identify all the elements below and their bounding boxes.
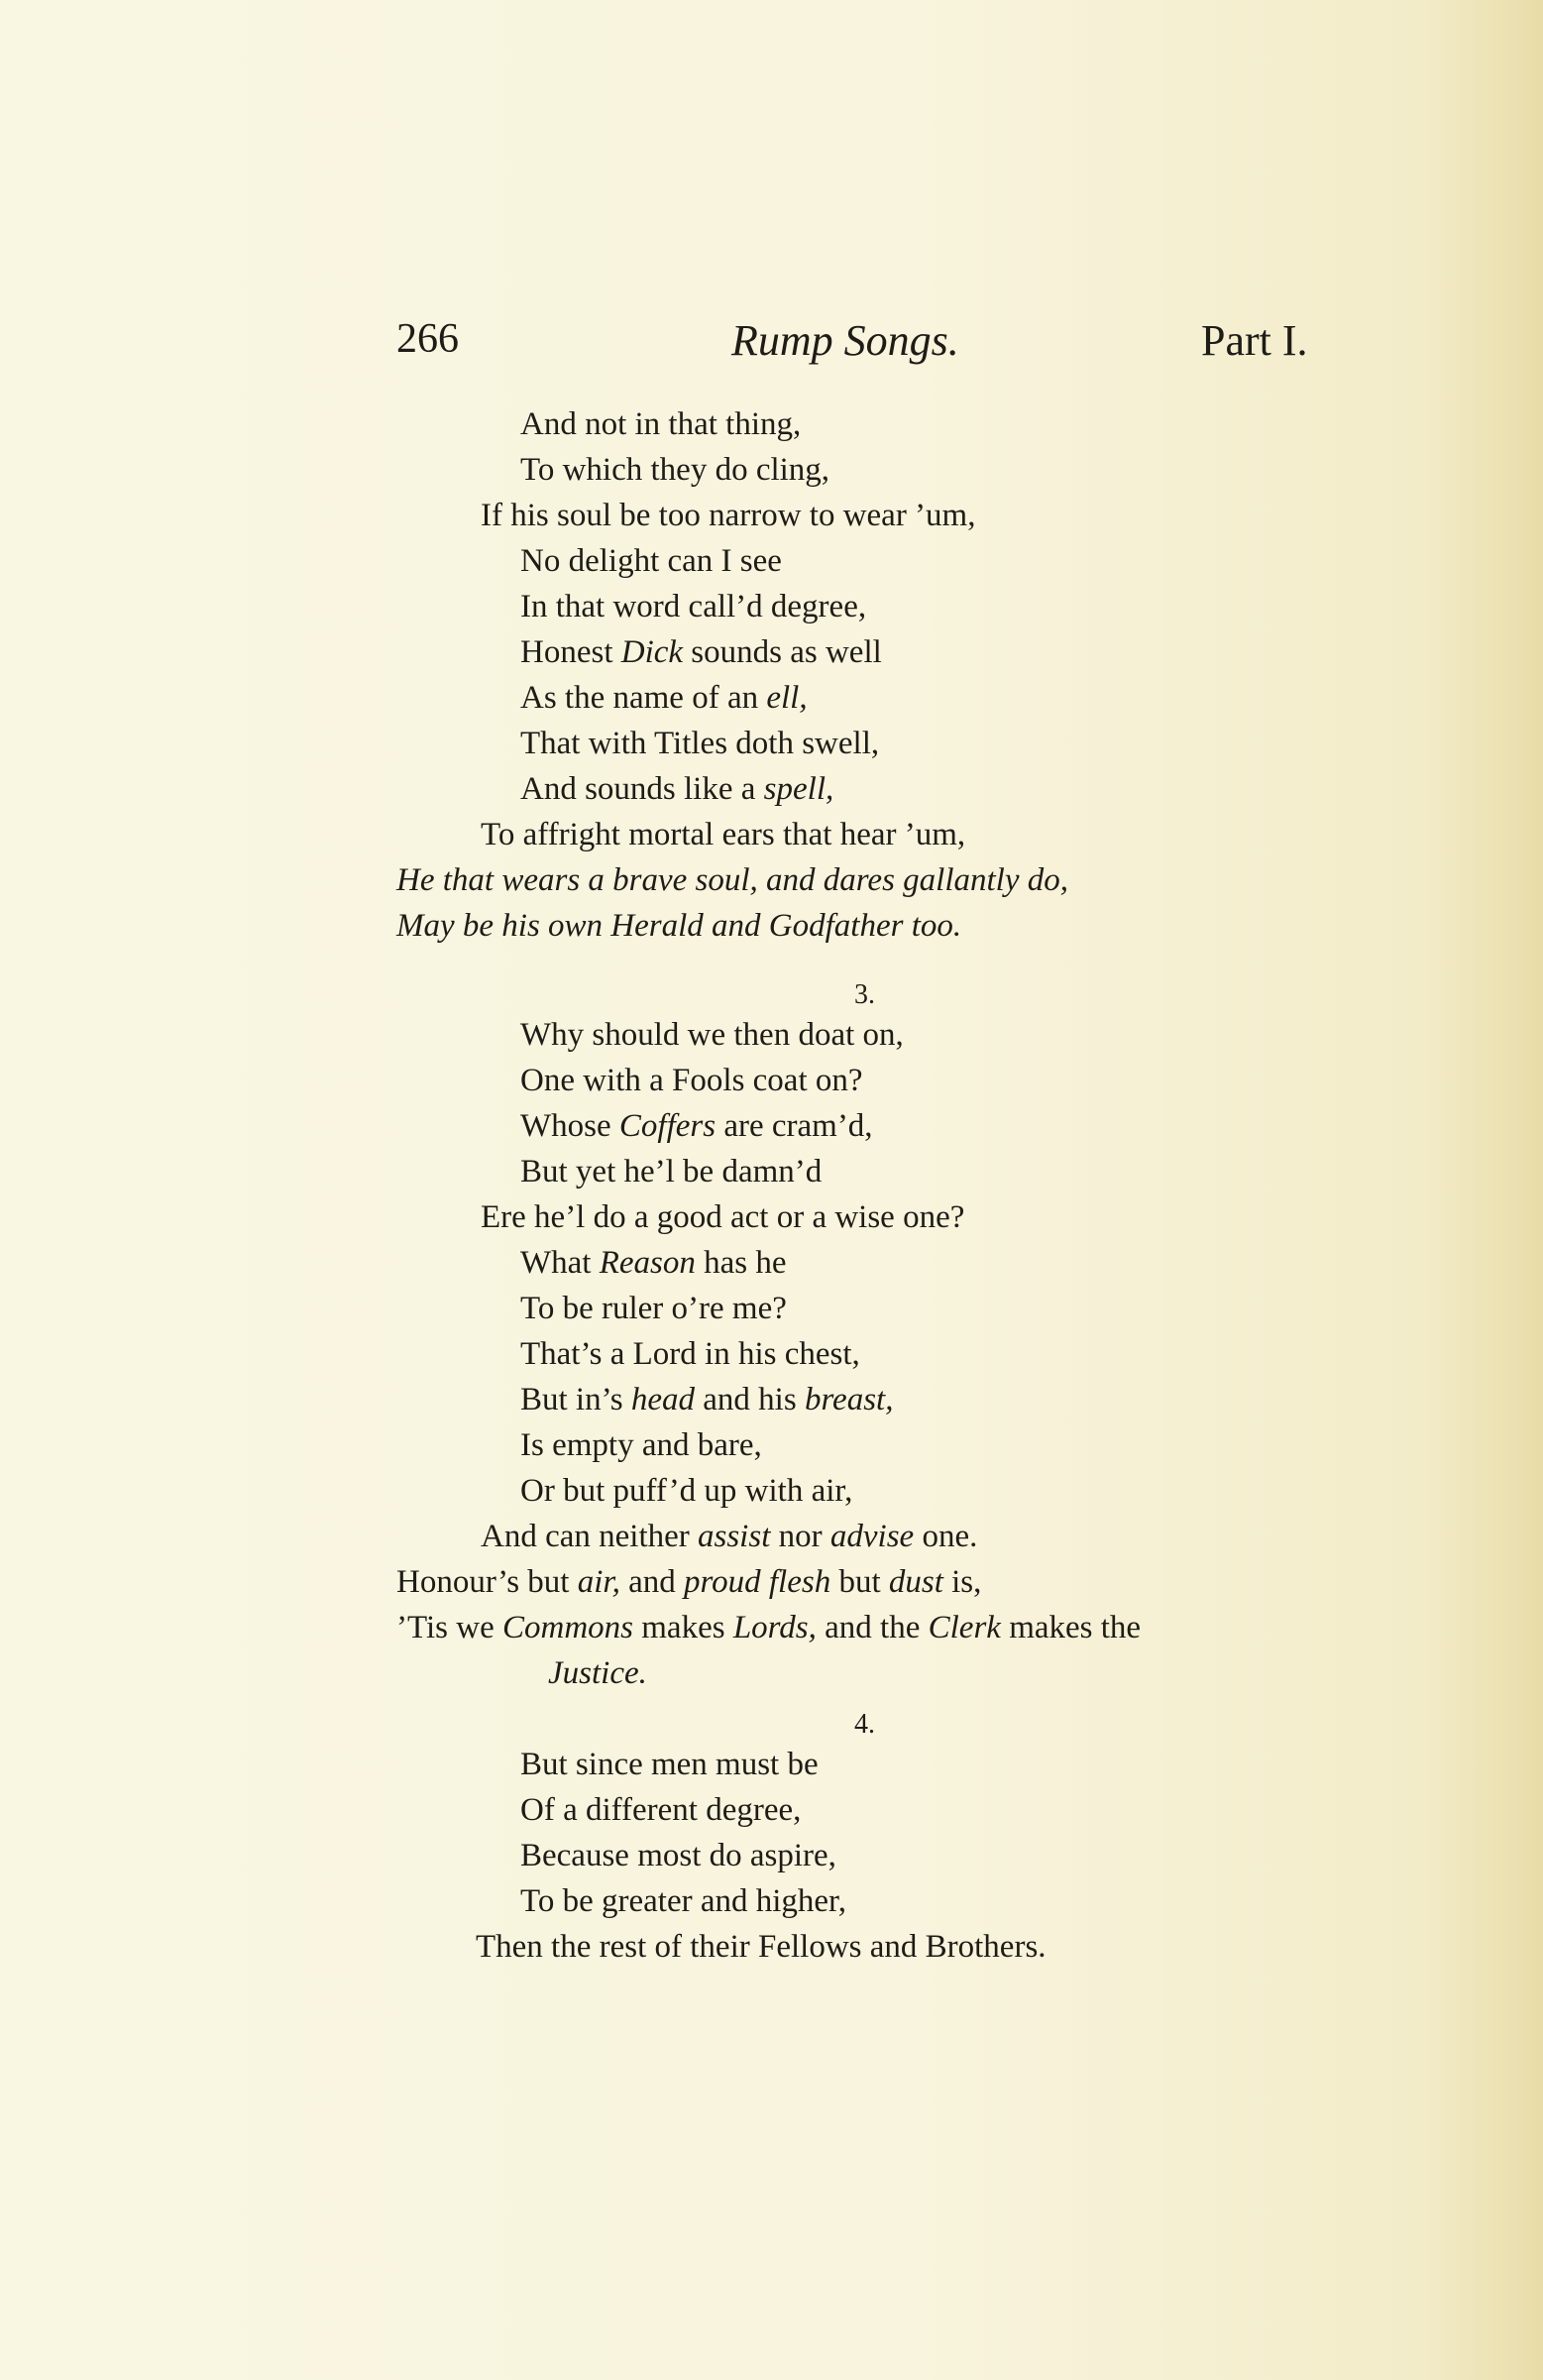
poem-line: As the name of an ell, [520, 680, 808, 716]
stanza-number: 3. [854, 979, 875, 1010]
poem-line: Honest Dick sounds as well [520, 634, 882, 670]
stanza-number: 4. [854, 1709, 875, 1740]
poem-line: But yet he’l be damn’d [520, 1154, 823, 1190]
refrain-line: May be his own Herald and Godfather too. [396, 908, 962, 944]
poem-line-continuation: Justice. [548, 1655, 647, 1691]
part-label: Part I. [1201, 316, 1308, 365]
refrain-line: He that wears a brave soul, and dares gallantly do, [396, 862, 1068, 898]
poem-line: ’Tis we Commons makes Lords, and the Clerk makes the [396, 1610, 1142, 1645]
poem-line: Whose Coffers are cram’d, [520, 1108, 873, 1144]
poem-line: And not in that thing, [520, 406, 802, 442]
poem-line: But since men must be [520, 1747, 819, 1782]
poem-line: To which they do cling, [520, 452, 830, 488]
poem-line: No delight can I see [520, 543, 782, 579]
running-title: Rump Songs. [731, 316, 959, 365]
poem-line: Ere he’l do a good act or a wise one? [481, 1199, 965, 1235]
poem-line: What Reason has he [520, 1245, 787, 1281]
poem-line: One with a Fools coat on? [520, 1063, 863, 1098]
poem-line: And can neither assist nor advise one. [481, 1519, 978, 1554]
poem-line: In that word call’d degree, [520, 589, 867, 624]
poem-line: Of a different degree, [520, 1792, 802, 1828]
poem-line: To be ruler o’re me? [520, 1291, 787, 1326]
poem-line: Honour’s but air, and proud flesh but dust is, [396, 1564, 982, 1600]
poem-line: And sounds like a spell, [520, 771, 834, 807]
poem-line: That with Titles doth swell, [520, 726, 880, 761]
poem-line: Why should we then doat on, [520, 1017, 904, 1053]
poem-line: If his soul be too narrow to wear ’um, [481, 498, 976, 533]
page-number: 266 [396, 316, 459, 362]
poem-line: That’s a Lord in his chest, [520, 1336, 860, 1372]
poem-line: Is empty and bare, [520, 1427, 762, 1463]
poem-line: Then the rest of their Fellows and Brothers. [476, 1929, 1047, 1965]
poem-line: Or but puff’d up with air, [520, 1473, 853, 1509]
poem-line: To affright mortal ears that hear ’um, [481, 817, 966, 852]
running-header [0, 315, 1543, 375]
poem-line: Because most do aspire, [520, 1838, 836, 1873]
poem-line: To be greater and higher, [520, 1883, 846, 1919]
poem-line: But in’s head and his breast, [520, 1382, 894, 1417]
